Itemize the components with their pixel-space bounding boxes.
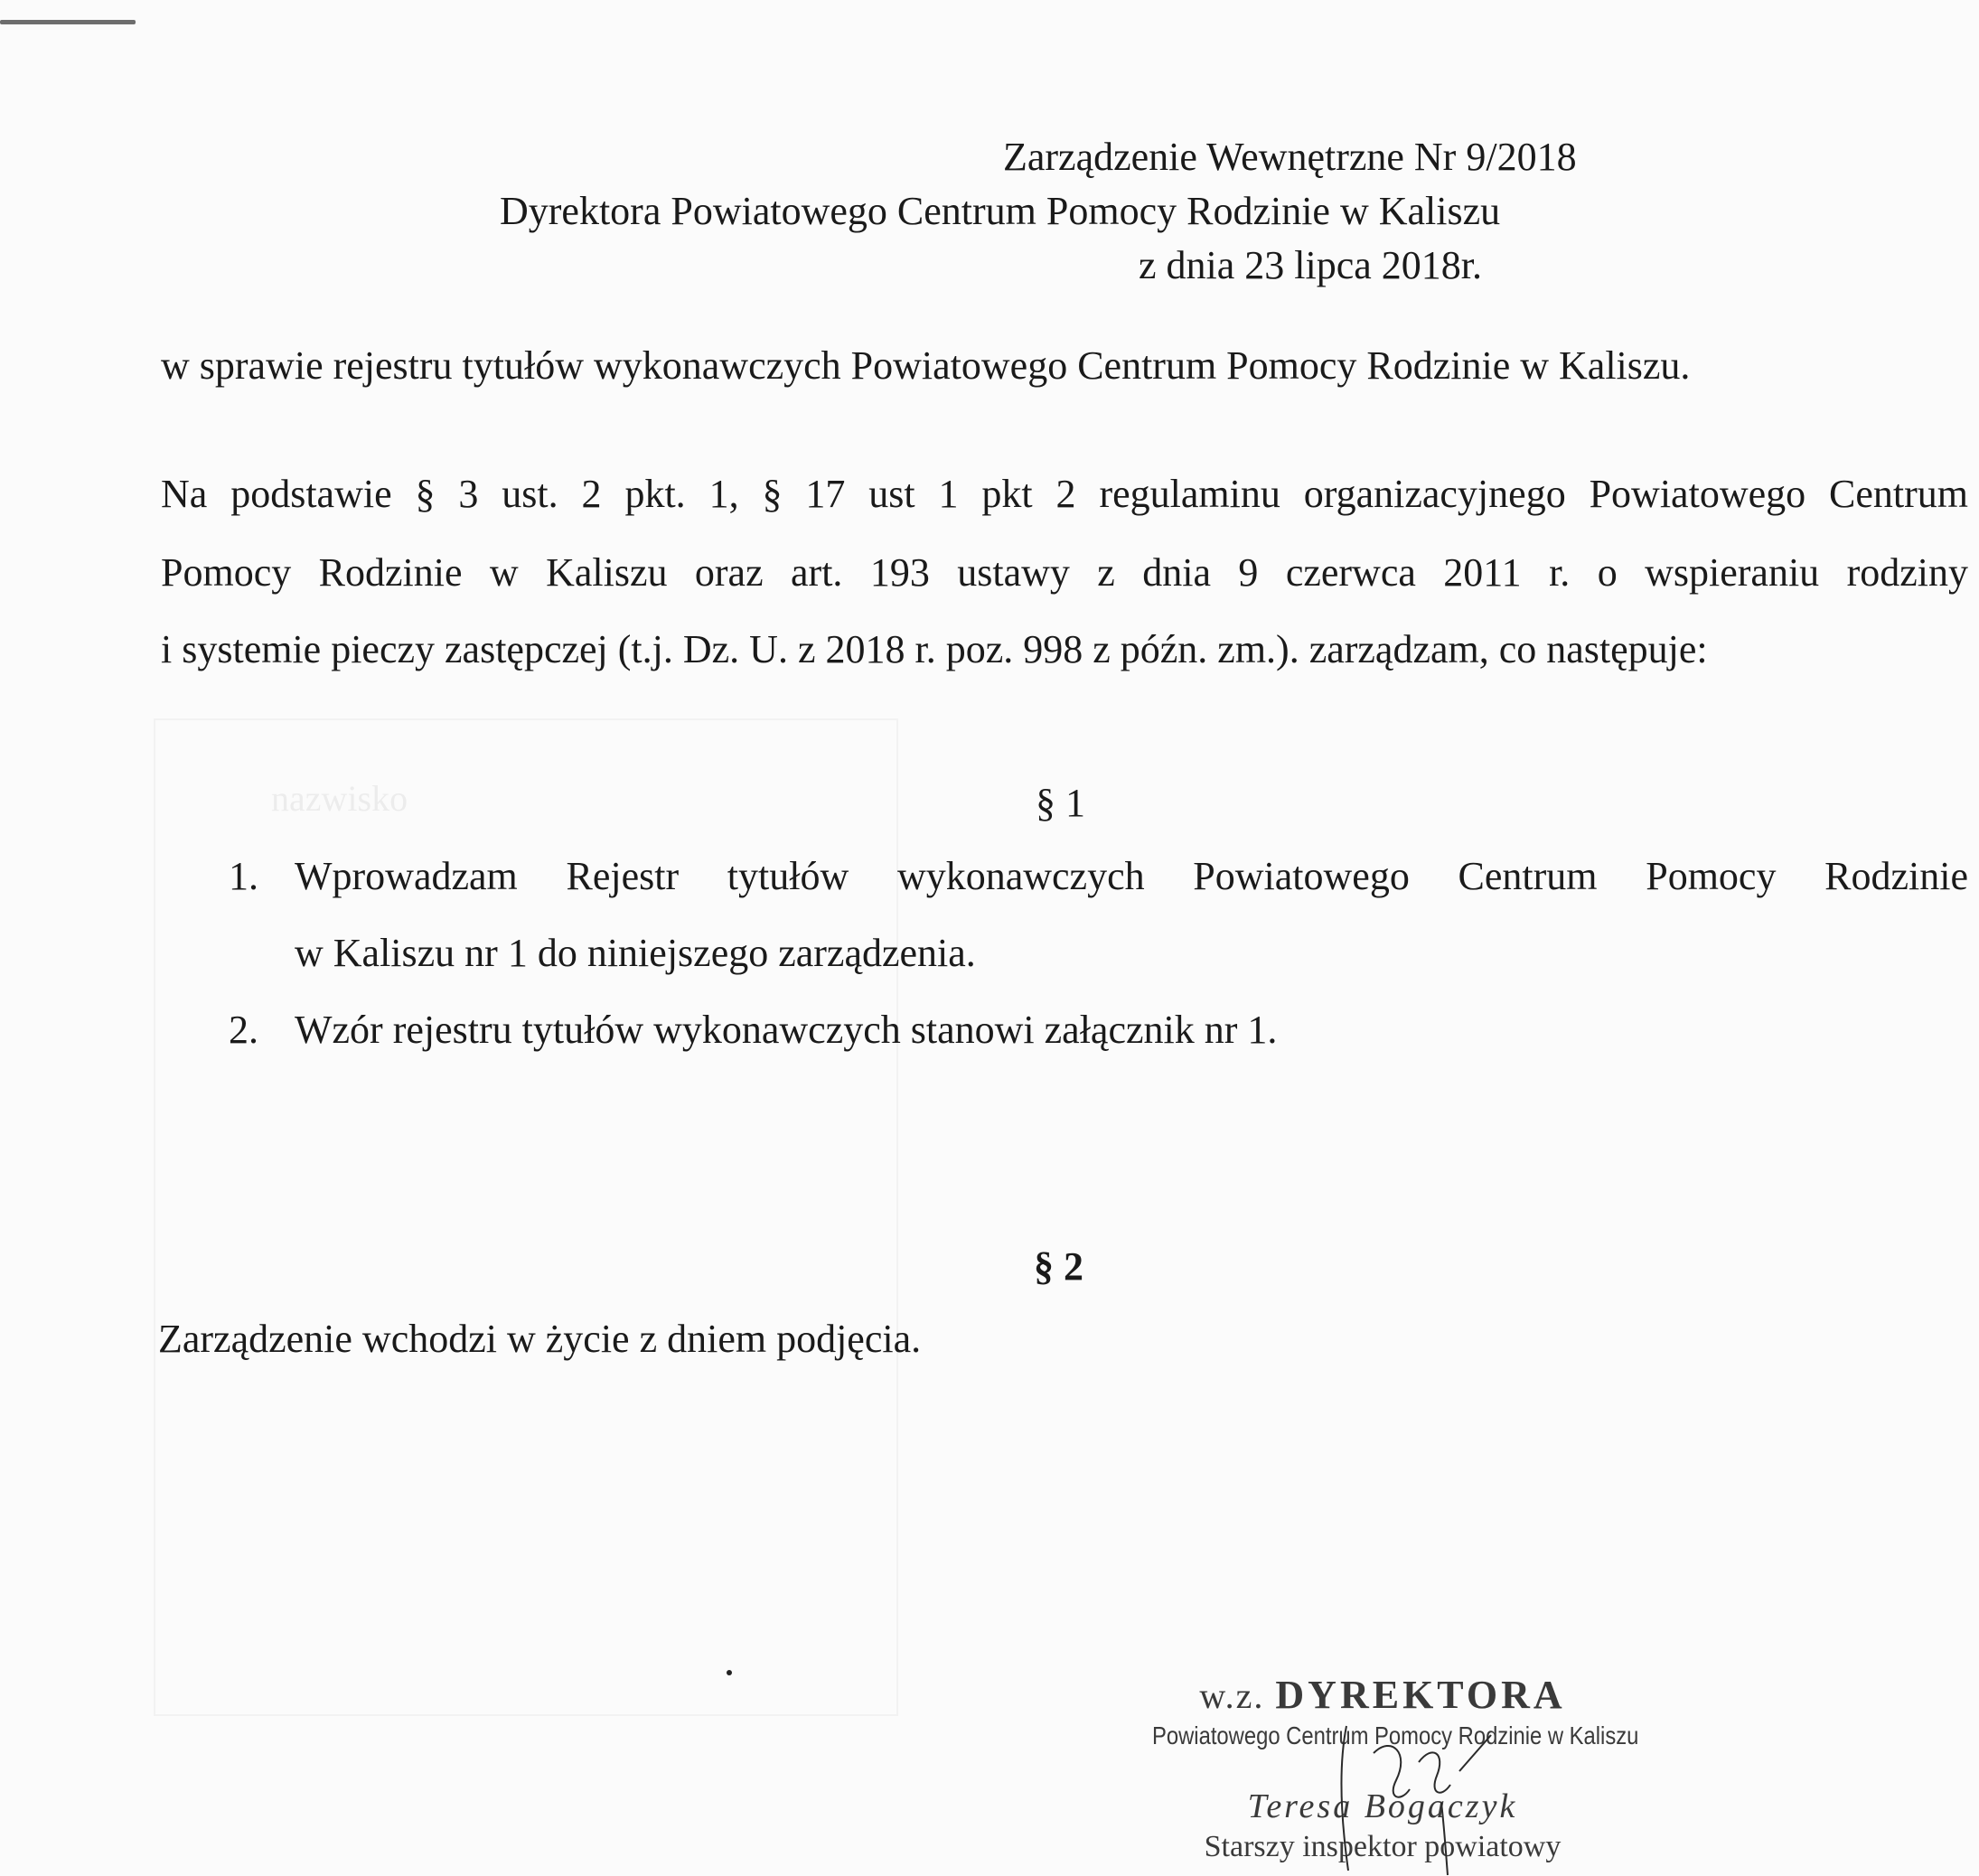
document-issuer: Dyrektora Powiatowego Centrum Pomocy Rodzinie w Kaliszu [500,189,1501,233]
section-2-heading: § 2 [1034,1244,1083,1289]
stamp-position: Starszy inspektor powiatowy [1204,1830,1562,1863]
section-2-text: Zarządzenie wchodzi w życie z dniem podjęcia. [158,1317,922,1361]
show-through-text: nazwisko [271,778,408,819]
item-2-number: 2. [229,1008,258,1052]
stamp-name: Teresa Bogaczyk [1247,1787,1518,1825]
scan-edge-mark [0,20,136,24]
document-subject: w sprawie rejestru tytułów wykonawczych Powiatowego Centrum Pomocy Rodzinie w Kaliszu. [161,343,1691,388]
stamp-title [1111,1672,1654,1718]
handwritten-signature [1310,1717,1509,1876]
ink-dot [727,1670,732,1675]
item-1-line-2: w Kaliszu nr 1 do niniejszego zarządzenia. [295,931,976,975]
section-1-heading: § 1 [1036,781,1085,825]
preamble-line-1: Na podstawie § 3 ust. 2 pkt. 1, § 17 ust 1 pkt 2 regulaminu organizacyjnego Powiatowego Centrum [161,472,1968,516]
stamp-director: DYREKTORA [1275,1673,1566,1717]
preamble-line-3: i systemie pieczy zastępczej (t.j. Dz. U. z 2018 r. poz. 998 z późn. zm.). zarządzam, co następuje: [161,627,1708,671]
item-2-line-1: Wzór rejestru tytułów wykonawczych stanowi załącznik nr 1. [295,1008,1278,1052]
item-1-line-1: Wprowadzam Rejestr tytułów wykonawczych Powiatowego Centrum Pomocy Rodzinie [295,854,1968,898]
item-1-number: 1. [229,854,258,898]
document-date: z dnia 23 lipca 2018r. [1139,243,1483,287]
preamble-line-2: Pomocy Rodzinie w Kaliszu oraz art. 193 ustawy z dnia 9 czerwca 2011 r. o wspieraniu rodziny [161,550,1968,595]
document-title: Zarządzenie Wewnętrzne Nr 9/2018 [1003,135,1577,179]
stamp-office: Powiatowego Centrum Pomocy Rodzinie w Kaliszu [1152,1721,1639,1749]
stamp-prefix: w.z. [1199,1675,1265,1716]
